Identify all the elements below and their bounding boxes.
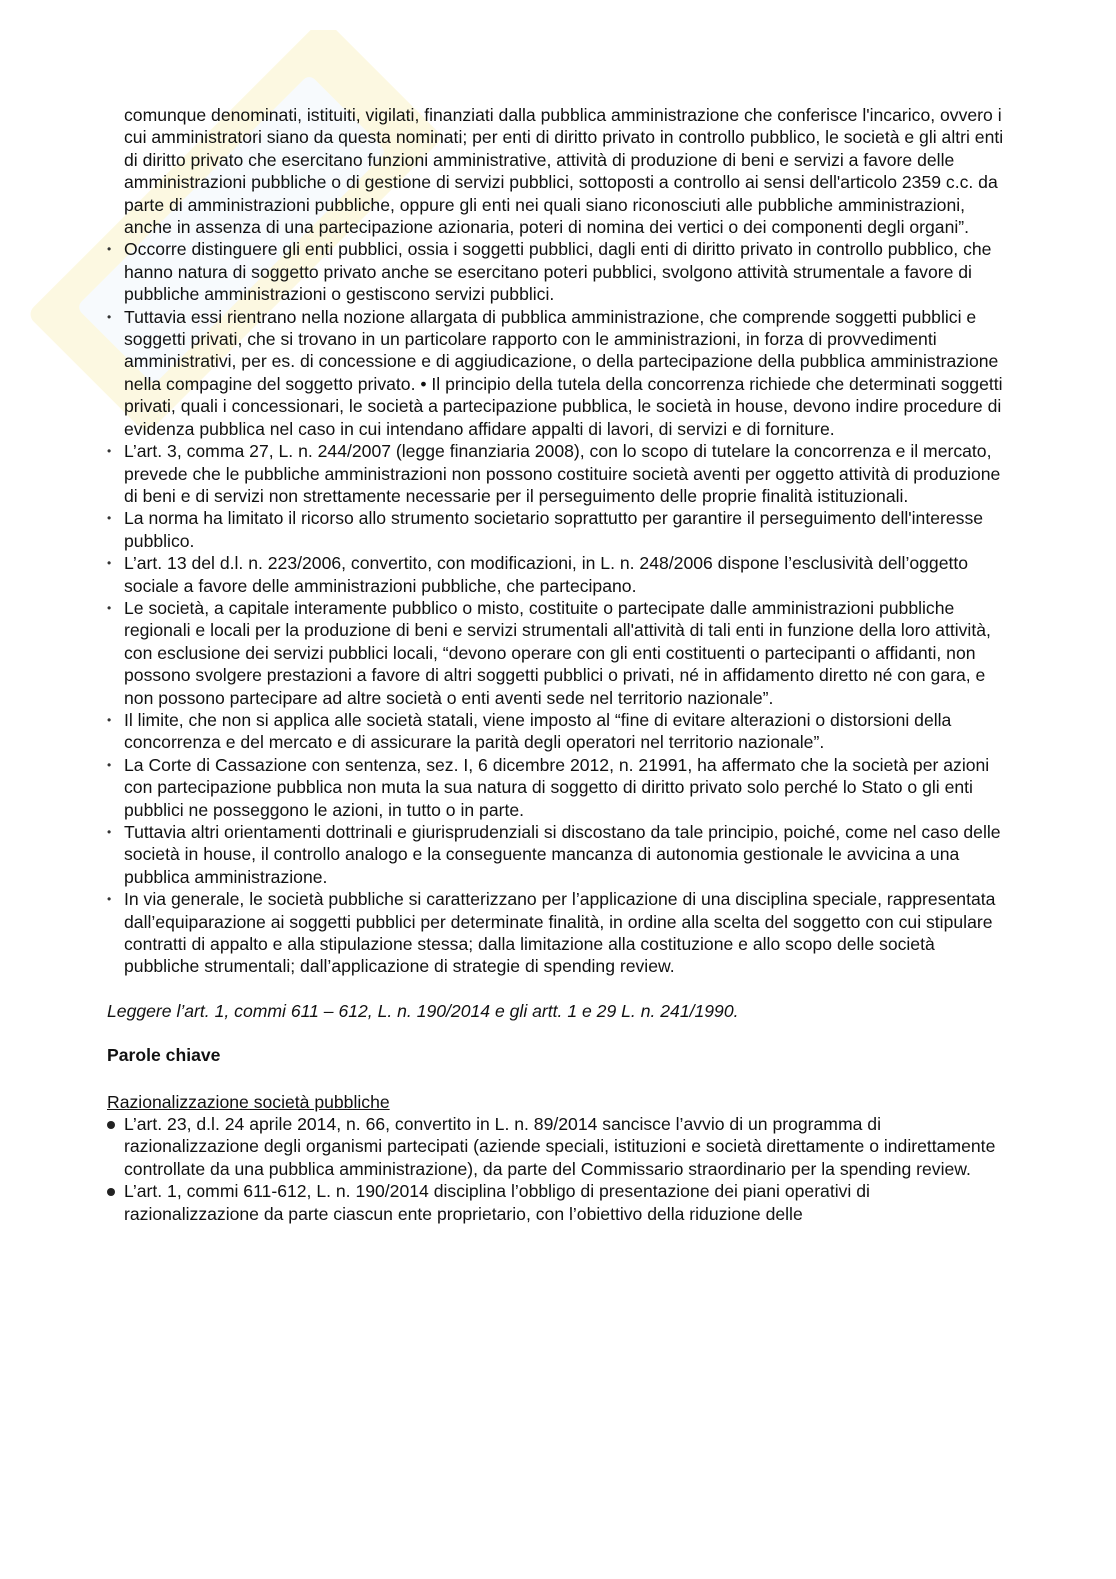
bullet-marker: •	[107, 444, 112, 459]
section-title: Razionalizzazione società pubbliche	[107, 1091, 390, 1112]
bullet-marker: •	[107, 825, 112, 839]
list-item	[107, 1180, 1007, 1225]
list-item-text: Tuttavia altri orientamenti dottrinali e giurisprudenziali si discostano da tale principio, poiché, come nel caso delle società in house, il controllo analogo e la conseguente mancanza di autonomia gestionale le avvicina a una pubblica amministrazione.	[124, 822, 1001, 887]
list-item-text: L’art. 1, commi 611-612, L. n. 190/2014 disciplina l’obbligo di presentazione dei piani operativi di razionalizzazione da parte ciascun ente proprietario, con l’obiettivo della riduzione delle	[124, 1181, 870, 1224]
list-item-text: Il limite, che non si applica alle società statali, viene imposto al “fine di evitare alterazioni o distorsioni della concorrenza e del mercato e di assicurare la parità degli operatori nel territorio nazionale”.	[124, 709, 952, 753]
continuation-paragraph: comunque denominati, istituiti, vigilati, finanziati dalla pubblica amministrazione che conferisce l'incarico, ovvero i cui amministratori siano da questa nominati; per enti di diritto privato in controllo pubblico, le società e gli altri enti di diritto privato che esercitano funzioni amministrative, attività di produzione di beni e servizi a favore delle amministrazioni pubbliche o di gestione di servizi pubblici, sottoposti a controllo ai sensi dell'articolo 2359 c.c. da parte di amministrazioni pubbliche, oppure gli enti nei quali siano riconosciuti alle pubbliche amministrazioni, anche in assenza di una partecipazione azionaria, poteri di nomina dei vertici o dei componenti degli organi”.	[124, 105, 1004, 238]
keywords-heading: Parole chiave	[107, 1045, 221, 1066]
list-item	[107, 754, 1007, 821]
list-item	[107, 238, 1007, 305]
list-item-text: Tuttavia essi rientrano nella nozione allargata di pubblica amministrazione, che comprende soggetti pubblici e soggetti privati, che si trovano in un particolare rapporto con le amministrazioni, in forza di provvedimenti amministrativi, per es. di concessione e di aggiudicazione, o della partecipazione della pubblica amministrazione nella compagine del soggetto privato. • Il principio della tutela della concorrenza richiede che determinati soggetti privati, quali i concessionari, le società a partecipazione pubblica, le società in house, devono indire procedure di evidenza pubblica nel caso in cui intendano affidare appalti di lavori, di servizi e di forniture.	[124, 306, 1003, 439]
document-page	[107, 104, 1007, 1225]
section-bullet-list	[107, 1113, 1007, 1225]
bullet-marker: •	[107, 242, 112, 257]
list-item-text: La Corte di Cassazione con sentenza, sez. I, 6 dicembre 2012, n. 21991, ha affermato che la società per azioni con partecipazione pubblica non muta la sua natura di soggetto di diritto privato solo perché lo Stato o gli enti pubblici ne posseggono le azioni, in tutto o in parte.	[124, 754, 990, 820]
list-item	[107, 709, 1007, 754]
bullet-marker: •	[107, 600, 112, 615]
list-item	[107, 306, 1007, 440]
bullet-dot	[107, 1188, 115, 1196]
list-item-text: La norma ha limitato il ricorso allo strumento societario soprattutto per garantire il perseguimento dell'interesse pubblico.	[124, 508, 984, 551]
bullet-dot	[107, 1121, 115, 1129]
bullet-marker: •	[107, 309, 112, 324]
list-item	[107, 597, 1007, 709]
bullet-marker: •	[107, 757, 112, 772]
list-item	[107, 821, 1007, 888]
list-item-text: Le società, a capitale interamente pubblico o misto, costituite o partecipate dalle amministrazioni pubbliche regionali e locali per la produzione di beni e servizi strumentali all'attività di tali enti in funzione della loro attività, con esclusione dei servizi pubblici locali, “devono operare con gli enti costituenti o partecipanti o affidanti, non possono svolgere prestazioni a favore di altri soggetti pubblici o privati, né in affidamento diretto né con gara, e non possono partecipare ad altre società o enti aventi sede nel territorio nazionale”.	[124, 597, 991, 708]
list-item-text: L’art. 13 del d.l. n. 223/2006, convertito, con modificazioni, in L. n. 248/2006 dispone l’esclusività dell’oggetto sociale a favore delle amministrazioni pubbliche, che partecipano.	[124, 553, 969, 596]
reading-note: Leggere l’art. 1, commi 611 – 612, L. n. 190/2014 e gli artt. 1 e 29 L. n. 241/1990.	[107, 1000, 739, 1021]
list-item	[107, 1113, 1007, 1180]
bullet-marker: •	[107, 556, 112, 571]
list-item	[107, 888, 1007, 978]
list-item-text: Occorre distinguere gli enti pubblici, ossia i soggetti pubblici, dagli enti di diritto privato in controllo pubblico, che hanno natura di soggetto privato anche se esercitano poteri pubblici, svolgono attività strumentale a favore di pubbliche amministrazioni o gestiscono servizi pubblici.	[124, 239, 992, 305]
bullet-list	[107, 238, 1007, 977]
list-item-text: In via generale, le società pubbliche si caratterizzano per l’applicazione di una disciplina speciale, rappresentata dall’equiparazione ai soggetti pubblici per determinate finalità, in ordine alla scelta del soggetto con cui stipulare contratti di appalto e alla stipulazione stessa; dalla limitazione alla costituzione e allo scopo delle società pubbliche strumentali; dall’applicazione di strategie di spending review.	[124, 889, 996, 977]
list-item-text: L’art. 23, d.l. 24 aprile 2014, n. 66, convertito in L. n. 89/2014 sancisce l’avvio di un programma di razionalizzazione degli organismi partecipati (aziende speciali, istituzioni e società direttamente o indirettamente controllate da una pubblica amministrazione), da parte del Commissario straordinario per la spending review.	[124, 1114, 996, 1179]
list-item-text: L’art. 3, comma 27, L. n. 244/2007 (legge finanziaria 2008), con lo scopo di tutelare la concorrenza e il mercato, prevede che le pubbliche amministrazioni non possono costituire società aventi per oggetto attività di produzione di beni e di servizi non strettamente necessarie per il perseguimento delle proprie finalità istituzionali.	[124, 441, 1001, 506]
bullet-marker: •	[107, 712, 112, 727]
bullet-marker: •	[107, 892, 112, 907]
bullet-marker: •	[107, 511, 112, 526]
list-item	[107, 507, 1007, 552]
list-item	[107, 440, 1007, 507]
list-item	[107, 552, 1007, 597]
